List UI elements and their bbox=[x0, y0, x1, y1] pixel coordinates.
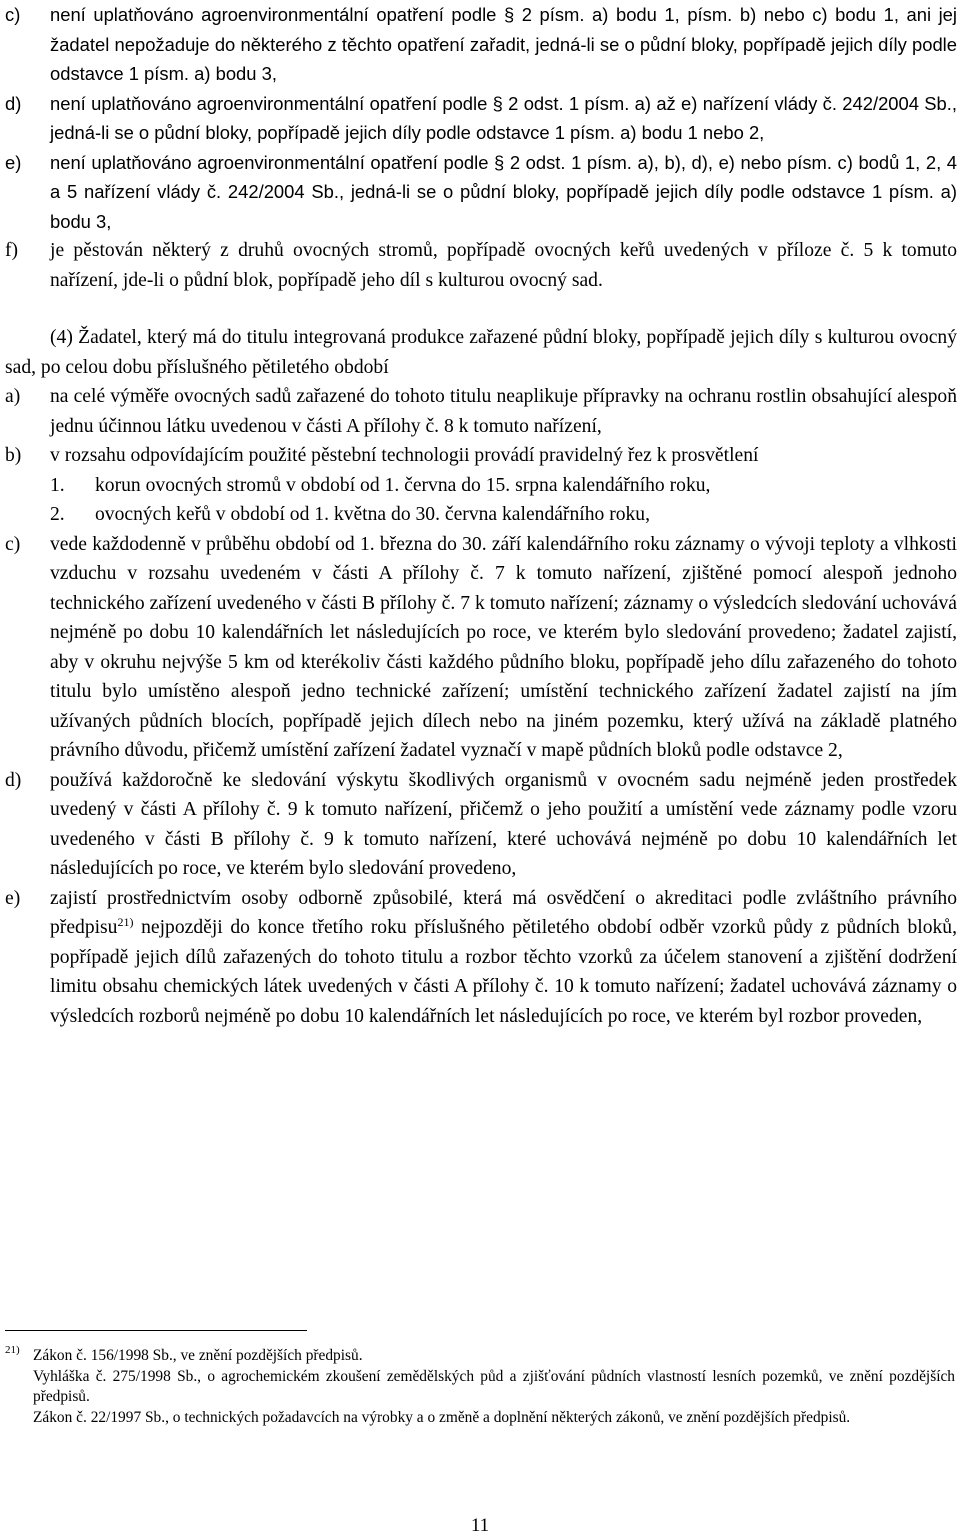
item-label: e) bbox=[5, 151, 22, 173]
item-text: je pěstován některý z druhů ovocných stromů, popřípadě ovocných keřů uvedených v příloze č. 5 k tomuto nařízení, jde-li o půdní blok, popřípadě jeho díl s kulturou ovocný sad. bbox=[50, 240, 957, 291]
sub-item-number: 2. bbox=[50, 504, 65, 525]
footnote-line: Vyhláška č. 275/1998 Sb., o agrochemickém zkoušení zemědělských půd a zjišťování půdních vlastností lesních pozemků, ve znění pozdějších předpisů. bbox=[33, 1367, 955, 1405]
item-text: není uplatňováno agroenvironmentální opatření podle § 2 písm. a) bodu 1, písm. b) nebo c) bodu 1, ani jej žadatel nepožaduje do některého z těchto opatření zařadit, jedná-li se o půdní bloky, popřípadě jejich díly podle odstavce 1 písm. a) bodu 3, bbox=[50, 4, 957, 84]
sub-item-text: korun ovocných stromů v období od 1. června do 15. srpna kalendářního roku, bbox=[95, 474, 711, 496]
sub-item-1 bbox=[5, 471, 957, 501]
paragraph-4: (4) Žadatel, který má do titulu integrovaná produkce zařazené půdní bloky, popřípadě jejich díly s kulturou ovocný sad, po celou dobu příslušného pětiletého období bbox=[5, 327, 957, 378]
footnote-line: Zákon č. 156/1998 Sb., ve znění pozdějších předpisů. bbox=[33, 1347, 363, 1364]
item-text-before: zajistí prostřednictvím osoby odborně způsobilé, která má osvědčení o akreditaci podle zvláštního právního předpisu bbox=[50, 887, 957, 938]
sub-item-number: 1. bbox=[50, 474, 65, 496]
item-label: c) bbox=[5, 4, 21, 25]
item-label: d) bbox=[5, 769, 22, 791]
item-label: b) bbox=[5, 445, 22, 466]
footnote-reference[interactable]: 21) bbox=[117, 915, 134, 929]
item-label: c) bbox=[5, 533, 21, 555]
item-text: není uplatňováno agroenvironmentální opatření podle § 2 odst. 1 písm. a) až e) nařízení vlády č. 242/2004 Sb., jedná-li se o půdní bloky, popřípadě jejich díly podle odstavce 1 písm. a) bodu 1 nebo 2, bbox=[50, 92, 957, 143]
item-label: a) bbox=[5, 386, 21, 407]
list-item-a bbox=[5, 382, 957, 441]
footnote-separator bbox=[5, 1330, 307, 1331]
footnote-mark: 21) bbox=[5, 1344, 20, 1356]
footnotes bbox=[5, 1346, 955, 1428]
item-label: d) bbox=[5, 92, 22, 114]
item-text: používá každoročně ke sledování výskytu škodlivých organismů v ovocném sadu nejméně jeden prostředek uvedený v části A přílohy č. 9 k tomuto nařízení, přičemž o jeho použití a umístění vede záznamy podle vzoru uvedeného v části B přílohy č. 9 k tomuto nařízení, které uchovává nejméně po dobu 10 kalendářních let následujících po roce, ve kterém bylo sledování provedeno, bbox=[50, 769, 957, 879]
item-text bbox=[50, 884, 957, 1032]
list-item-b bbox=[5, 441, 957, 471]
list-item-d bbox=[5, 766, 957, 884]
list-item-e-top bbox=[5, 148, 957, 237]
list-item-c-top bbox=[5, 0, 957, 89]
footnote-line: Zákon č. 22/1997 Sb., o technických požadavcích na výrobky a o změně a doplnění některých zákonů, ve znění pozdějších předpisů. bbox=[33, 1408, 851, 1426]
page-number: 11 bbox=[470, 1515, 490, 1536]
item-label: f) bbox=[5, 240, 19, 261]
item-text-after: nejpozději do konce třetího roku příslušného pětiletého období odběr vzorků půdy z půdních bloků, popřípadě jejich dílů zařazených do tohoto titulu a rozbor těchto vzorků za účelem stanovení a zjištění dodržení limitu obsahu chemických látek uvedených v části A přílohy č. 10 k tomuto nařízení; žadatel uchovává záznamy o výsledcích rozborů nejméně po dobu 10 kalendářních let následujících po roce, ve kterém byl rozbor proveden, bbox=[50, 917, 957, 1027]
list-item-e bbox=[5, 884, 957, 1032]
sub-item-text: ovocných keřů v období od 1. května do 30. června kalendářního roku, bbox=[95, 504, 651, 525]
item-text: na celé výměře ovocných sadů zařazené do tohoto titulu neaplikuje přípravky na ochranu rostlin obsahující alespoň jednu účinnou látku uvedenou v části A přílohy č. 8 k tomuto nařízení, bbox=[50, 386, 957, 437]
item-text: není uplatňováno agroenvironmentální opatření podle § 2 odst. 1 písm. a), b), d), e) nebo písm. c) bodů 1, 2, 4 a 5 nařízení vlády č. 242/2004 Sb., jedná-li se o půdní bloky, popřípadě jejich díly podle odstavce 1 písm. a) bodu 3, bbox=[50, 151, 957, 232]
list-item-c bbox=[5, 530, 957, 766]
item-text: vede každodenně v průběhu období od 1. března do 30. září kalendářního roku záznamy o vývoji teploty a vlhkosti vzduchu v rozsahu uvedeném v části A přílohy č. 7 k tomuto nařízení, zjištěné pomocí alespoň jednoho technického zařízení uvedeného v části B přílohy č. 7 k tomuto nařízení; záznamy o výsledcích sledování uchovává nejméně po dobu 10 kalendářních let následujících po roce, ve kterém bylo sledování provedeno; žadatel zajistí, aby v okruhu nejvýše 5 km od kterékoliv části každého půdního bloku, popřípadě jeho dílu zařazeného do tohoto titulu bylo umístěno alespoň jedno technické zařízení; umístění technického zařízení žadatel zajistí na jím užívaných půdních blocích, popřípadě jejich dílech nebo na jiném pozemku, který užívá na základě platného právního důvodu, přičemž umístění zařízení žadatel vyznačí v mapě půdních bloků podle odstavce 2, bbox=[50, 533, 957, 761]
footnote-21 bbox=[5, 1346, 955, 1428]
sub-item-2 bbox=[5, 500, 957, 530]
list-item-f-top bbox=[5, 236, 957, 295]
item-label: e) bbox=[5, 887, 21, 909]
item-text: v rozsahu odpovídajícím použité pěstební technologii provádí pravidelný řez k prosvětlení bbox=[50, 445, 759, 466]
list-item-d-top bbox=[5, 89, 957, 148]
main-text bbox=[5, 0, 957, 1031]
